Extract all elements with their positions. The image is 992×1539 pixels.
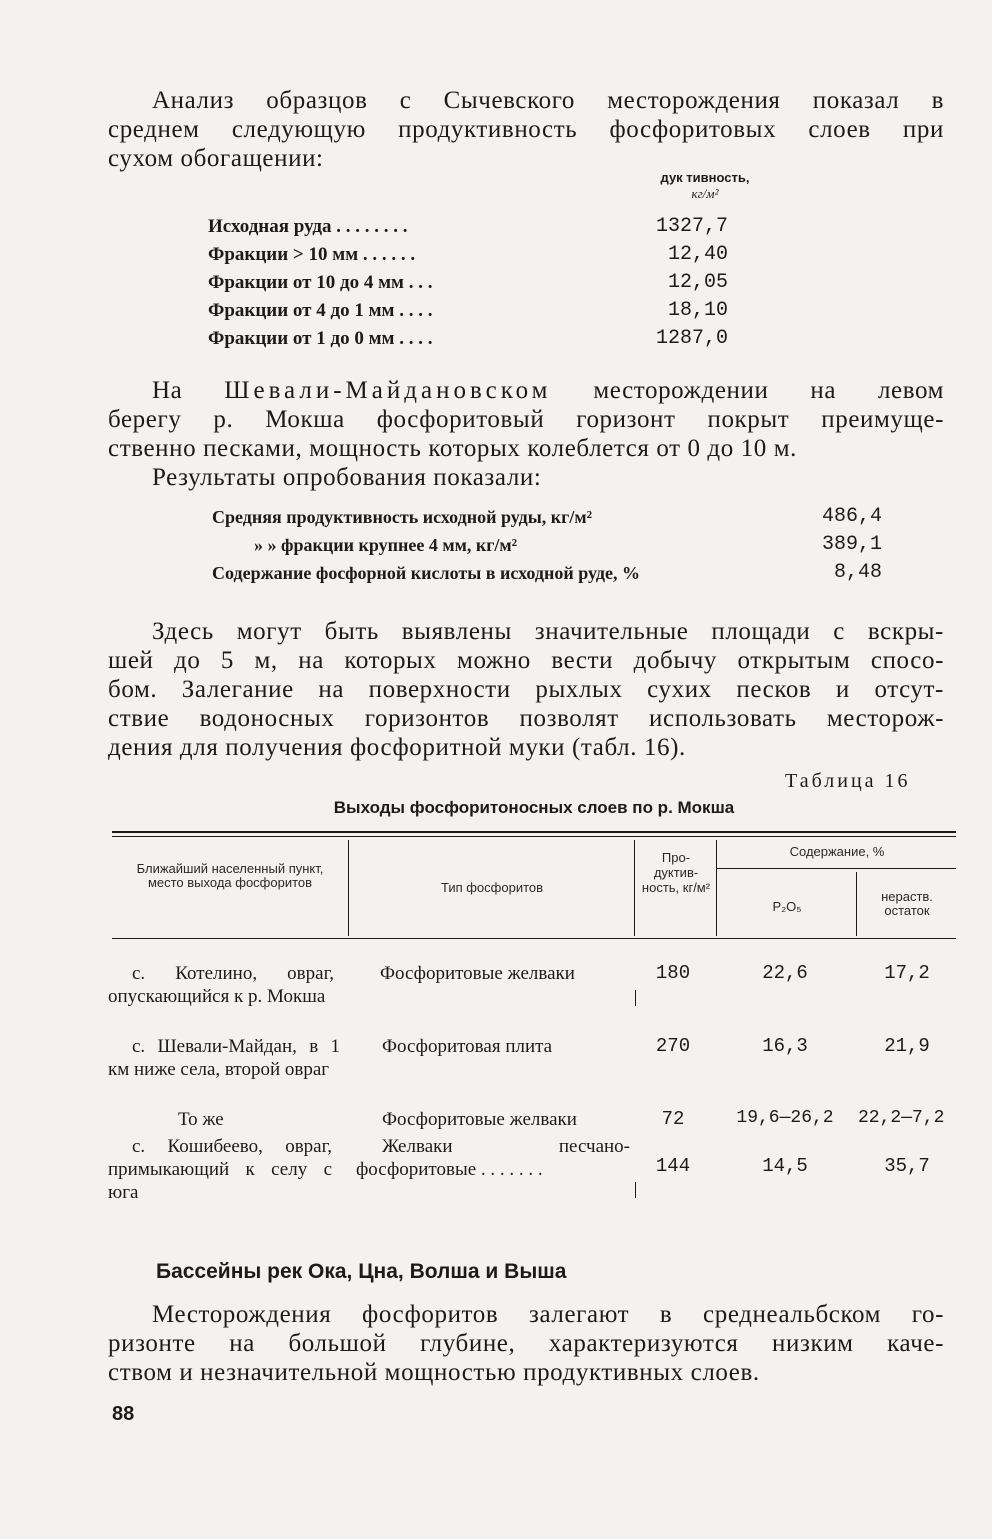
productivity-column-head — [630, 170, 780, 202]
list-item — [208, 297, 748, 325]
list-item-label: Средняя продуктивность исходной руды, кг/м² — [212, 507, 592, 527]
text-line: берегу р. Мокша фосфоритовый горизонт покрыт преимуще- — [108, 406, 944, 433]
column-divider — [635, 990, 636, 1006]
list-item-label: Фракции от 10 до 4 мм . . . — [208, 272, 433, 293]
list-item-value: 12,40 — [667, 243, 728, 266]
list-item-value: 1287,0 — [655, 327, 728, 350]
table-cell-productivity: 144 — [655, 1155, 691, 1177]
list-item-label: Фракции от 4 до 1 мм . . . . — [208, 300, 433, 321]
list-item — [212, 531, 882, 559]
text-line: Анализ образцов с Сычевского месторождения показал в — [152, 87, 944, 114]
list-item — [208, 213, 748, 241]
list-item-label: Фракции от 1 до 0 мм . . . . — [208, 328, 433, 349]
column-head-unit: кг/м² — [691, 186, 719, 201]
table-cell-place: То же — [178, 1109, 224, 1130]
table-cell-residue: 21,9 — [884, 1035, 930, 1057]
list-item-value: 18,10 — [667, 299, 728, 322]
header-p2o5: P₂O₅ — [772, 899, 802, 914]
table-cell-residue: 22,2—7,2 — [858, 1108, 945, 1128]
table-cell-residue: 17,2 — [884, 962, 930, 984]
header-productivity: Про- дуктив- ность, кг/м² — [641, 850, 711, 895]
text-line — [108, 376, 944, 405]
list-item-value: 389,1 — [821, 533, 882, 556]
text-fragment: месторождении на левом — [593, 377, 944, 404]
list-item-label: Содержание фосфорной кислоты в исходной руде, % — [212, 563, 640, 583]
column-divider — [634, 840, 635, 936]
open-pit-paragraph — [108, 617, 944, 762]
table-number: Таблица 16 — [785, 770, 911, 792]
list-item-value: 486,4 — [821, 505, 882, 528]
list-item-label: » » фракции крупнее 4 мм, кг/м² — [254, 535, 518, 555]
table-top-rule — [112, 831, 956, 833]
section-heading: Бассейны рек Ока, Цна, Волша и Выша — [156, 1260, 567, 1283]
text-line: сухом обогащении: — [108, 145, 324, 172]
text-line: среднем следующую продуктивность фосфоритовых слоев при — [108, 116, 944, 143]
section-paragraph — [108, 1300, 944, 1387]
header-residue: нераств. остаток — [881, 889, 933, 918]
table-cell-type: Фосфоритовые желваки — [382, 1109, 577, 1130]
list-item — [212, 503, 882, 531]
header-place: Ближайший населенный пункт, место выхода фосфоритов — [136, 861, 324, 890]
text-line: Месторождения фосфоритов залегают в среднеальбском го- — [152, 1301, 944, 1328]
table-cell-p2o5: 16,3 — [762, 1035, 808, 1057]
table-cell-place: с. Шевали-Майдан, в 1 км ниже села, второй овраг — [108, 1036, 340, 1080]
header-content: Содержание, % — [789, 844, 885, 859]
results-list — [212, 503, 882, 587]
column-divider — [348, 840, 349, 936]
text-line: ризонте на большой глубине, характеризуются низким каче- — [108, 1330, 944, 1357]
table-cell-residue: 35,7 — [884, 1155, 930, 1177]
column-divider — [635, 1182, 636, 1198]
deposit-name: Шевали-Майдановском — [224, 377, 552, 404]
table-top-rule-thin — [112, 836, 956, 837]
list-item — [212, 559, 882, 587]
intro-paragraph — [108, 86, 944, 173]
text-line: шей до 5 м, на которых можно вести добычу открытым спосо- — [108, 647, 944, 674]
list-item-label: Исходная руда . . . . . . . . — [208, 216, 408, 237]
table-cell-productivity: 72 — [661, 1108, 685, 1130]
table-cell-p2o5: 14,5 — [762, 1155, 808, 1177]
column-head-label: дук тивность, — [660, 170, 750, 185]
list-item — [208, 241, 748, 269]
text-fragment: На — [152, 377, 183, 404]
text-line: ственно песками, мощность которых колеблется от 0 до 10 м. — [108, 435, 798, 462]
table-cell-place: с. Кошибеево, овраг, примыкающий к селу с юга — [108, 1136, 332, 1203]
table-subheader-rule — [717, 868, 956, 869]
table-cell-type: Фосфоритовые желваки — [380, 963, 575, 984]
table-cell-p2o5: 22,6 — [762, 962, 808, 984]
table-cell-p2o5: 19,6—26,2 — [736, 1108, 834, 1128]
text-line: ствие водоносных горизонтов позволят использовать месторож- — [108, 705, 944, 732]
list-item-label: Фракции > 10 мм . . . . . . — [208, 244, 416, 265]
shevali-paragraph — [108, 376, 944, 492]
table-cell-type: Фосфоритовая плита — [382, 1036, 553, 1057]
text-line: бом. Залегание на поверхности рыхлых сухих песков и отсут- — [108, 676, 944, 703]
list-item-value: 1327,7 — [655, 215, 728, 238]
text-line: Здесь могут быть выявлены значительные площади с вскры- — [152, 618, 944, 645]
table-cell-productivity: 180 — [655, 962, 691, 984]
text-line: ством и незначительной мощностью продуктивных слоев. — [108, 1359, 760, 1386]
list-item-value: 12,05 — [667, 271, 728, 294]
column-divider — [716, 840, 717, 936]
list-item-value: 8,48 — [833, 561, 882, 584]
table-header-rule — [112, 938, 956, 939]
list-item — [208, 325, 748, 353]
header-type: Тип фосфоритов — [440, 880, 544, 895]
table-title: Выходы фосфоритоносных слоев по р. Мокша — [333, 798, 735, 817]
list-item — [208, 269, 748, 297]
sychevsky-list — [208, 213, 748, 353]
table-cell-type: Желваки песчано-фосфоритовые . . . . . . . — [356, 1136, 630, 1180]
text-line: дения для получения фосфоритной муки (табл. 16). — [108, 734, 686, 761]
text-line: Результаты опробования показали: — [152, 464, 542, 491]
table-cell-productivity: 270 — [655, 1035, 691, 1057]
column-divider — [856, 872, 857, 936]
page-number: 88 — [112, 1403, 135, 1425]
table-cell-place: с. Котелино, овраг, опускающийся к р. Мокша — [108, 963, 334, 1007]
